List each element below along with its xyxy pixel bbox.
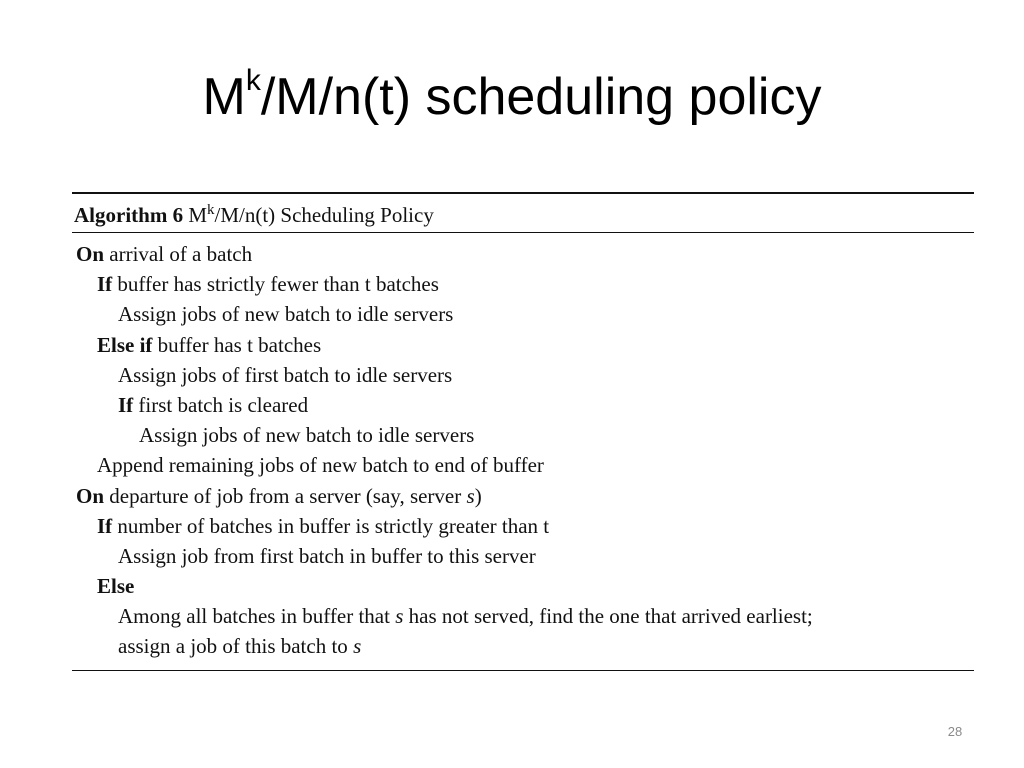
algorithm-line	[72, 269, 974, 299]
algorithm-name-superscript: k	[207, 202, 215, 218]
algorithm-box	[72, 192, 974, 671]
slide-title-superscript: k	[245, 63, 261, 97]
algorithm-line	[72, 601, 974, 631]
algorithm-text: arrival of a batch	[104, 242, 253, 266]
algorithm-line	[72, 450, 974, 480]
algorithm-text: buffer has strictly fewer than t batches	[112, 272, 439, 297]
algorithm-text: first batch is cleared	[133, 392, 309, 417]
algorithm-variable: s	[353, 634, 362, 659]
algorithm-line	[72, 481, 974, 511]
algorithm-text: Assign jobs of new batch to idle servers	[139, 423, 475, 448]
algorithm-variable: s	[466, 483, 475, 508]
algorithm-variable: s	[395, 604, 404, 629]
algorithm-text: buffer has t batches	[152, 332, 322, 357]
algorithm-keyword: On	[76, 483, 105, 508]
algorithm-text: Assign jobs of first batch to idle servers	[118, 362, 453, 387]
algorithm-line	[72, 390, 974, 420]
slide-number: 28	[947, 724, 963, 739]
algorithm-keyword: If	[118, 392, 134, 417]
algorithm-line	[72, 631, 974, 661]
algorithm-line	[72, 571, 974, 601]
algorithm-keyword: Else	[97, 574, 135, 599]
algorithm-line	[72, 299, 974, 329]
algorithm-name-rest: /M/n(t) Scheduling Policy	[214, 203, 434, 227]
algorithm-line	[72, 360, 974, 390]
algorithm-line	[72, 511, 974, 541]
algorithm-name	[188, 203, 434, 227]
algorithm-text: Assign job from first batch in buffer to this server	[118, 543, 536, 568]
algorithm-text: departure of job from a server (say, server	[104, 483, 467, 508]
algorithm-text: Assign jobs of new batch to idle servers	[118, 302, 454, 327]
algorithm-body	[72, 233, 974, 670]
algorithm-text: Append remaining jobs of new batch to end of buffer	[97, 453, 544, 478]
algorithm-line	[72, 239, 974, 269]
algorithm-line	[72, 541, 974, 571]
slide-title-rest: /M/n(t) scheduling policy	[260, 68, 822, 126]
algorithm-keyword: Else if	[97, 332, 153, 357]
algorithm-line	[72, 420, 974, 450]
algorithm-text: assign a job of this batch to	[118, 634, 354, 659]
algorithm-keyword: If	[97, 513, 113, 538]
algorithm-keyword: If	[97, 272, 113, 297]
algorithm-text-after: )	[474, 483, 482, 508]
algorithm-text: number of batches in buffer is strictly greater than t	[112, 513, 550, 538]
algorithm-text: Among all batches in buffer that	[118, 604, 396, 629]
slide-title-main: M	[202, 68, 246, 126]
algorithm-text-after: has not served, find the one that arrived earliest;	[403, 604, 813, 629]
algorithm-bottom-rule	[72, 670, 974, 671]
algorithm-header	[72, 194, 974, 232]
algorithm-line	[72, 330, 974, 360]
algorithm-keyword: On	[76, 242, 105, 266]
algorithm-name-main: M	[188, 203, 208, 227]
slide-title	[0, 62, 1024, 132]
algorithm-label: Algorithm 6	[74, 203, 184, 227]
